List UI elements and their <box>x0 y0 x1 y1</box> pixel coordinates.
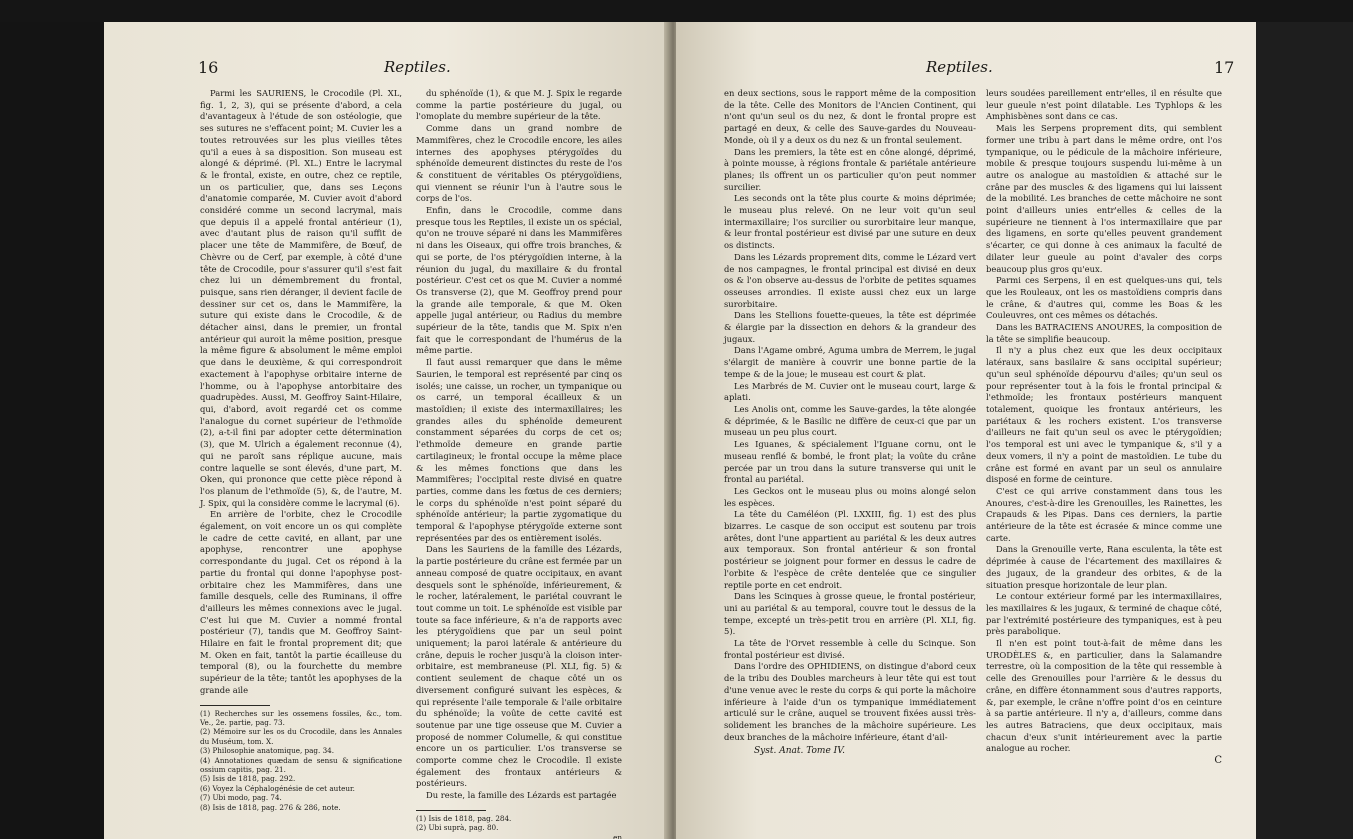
paragraph: Dans les Stellions fouette-queues, la tête est déprimée & élargie par la dissection en dehors & la grandeur des jugaux. <box>724 310 976 344</box>
footnote-rule <box>200 705 270 706</box>
footnote: (1) Recherches sur les ossemens fossiles, &c., tom. Ve., 2e. partie, pag. 73. <box>200 708 402 727</box>
left-running-head: Reptiles. <box>384 58 451 76</box>
paragraph: Dans les premiers, la tête est en cône alongé, déprimé, à pointe mousse, à régions frontale & pariétale antérieure planes; ils offrent un os particulier qu'on peut nommer surcilier. <box>724 146 976 192</box>
right-page <box>676 22 1256 839</box>
paragraph: Dans les BATRACIENS ANOURES, la composition de la tête se simplifie beaucoup. <box>986 322 1222 344</box>
paragraph: Il n'y a plus chez eux que les deux occipitaux latéraux, sans basilaire & sans occipital supérieur; qu'un seul sphénoïde dépourvu d'ailes; qu'un seul os pour représenter tout à la fois le frontal principal & l'ethmoïde; les frontaux postérieurs manquent totalement, quoique les frontaux antérieurs, les pariétaux & les rochers existent. L'os transverse d'ailleurs ne fait qu'un seul os avec le ptérygoïdien; l'os temporal est uni avec le tympanique &, s'il y a deux vomers, il n'y a point de mastoïdien. Le tube du crâne est formé en avant par un seul os annulaire disposé en forme de ceinture. <box>986 345 1222 485</box>
footnote: (4) Annotationes quædam de sensu & significatione ossium capitis, pag. 21. <box>200 755 402 774</box>
paragraph: du sphénoïde (1), & que M. J. Spix le regarde comme la partie postérieure du jugal, ou l'omoplate du membre supérieur de la tête. <box>416 88 622 122</box>
paragraph: Dans l'ordre des OPHIDIENS, on distingue d'abord ceux de la tribu des Doubles marcheurs à leur tête qui est tout d'une venue avec le reste du corps & qui porte la mâchoire inférieure à l'aide d'un os tympanique immédiatement articulé sur le crâne, auquel se trouvent fixées aussi très-solidement les branches de la mâchoire supérieure. Les deux branches de la mâchoire inférieure, étant d'ail- <box>724 661 976 742</box>
paragraph: leurs soudées pareillement entr'elles, il en résulte que leur gueule n'est point dilatable. Les Typhlops & les Amphisbènes sont dans ce cas. <box>986 88 1222 122</box>
right-page-number: 17 <box>1214 58 1235 77</box>
footnote: (2) Mémoire sur les os du Crocodile, dans les Annales du Muséum, tom. X. <box>200 727 402 746</box>
right-running-head: Reptiles. <box>926 58 993 76</box>
catchword: en <box>613 832 622 839</box>
paragraph: Du reste, la famille des Lézards est partagée <box>426 790 617 801</box>
footnote: (8) Isis de 1818, pag. 276 & 286, note. <box>200 802 341 812</box>
paragraph: En arrière de l'orbite, chez le Crocodile également, on voit encore un os qui complète le cadre de cette cavité, en allant, par une apophyse, rencontrer une apophyse correspondante du jugal. Cet os répond à la partie du frontal qui donne l'apophyse post-orbitaire chez les Mammifères, dans une famille desquels, celle des Ruminans, il offre d'ailleurs les mêmes connexions avec le jugal. C'est lui que M. Cuvier a nommé frontal postérieur (7), tandis que M. Geoffroy Saint-Hilaire en fait le frontal proprement dit; que M. Oken en fait, tantôt la partie écailleuse du temporal (8), ou la fourchette du membre supérieur de la tête; tantôt les apophyses de la grande aile <box>200 509 402 695</box>
paragraph: Les Iguanes, & spécialement l'Iguane cornu, ont le museau renflé & bombé, le front plat; la voûte du crâne percée par un trou dans la suture transverse qui unit le frontal au pariétal. <box>724 439 976 485</box>
left-col2-body <box>416 88 622 802</box>
paragraph: Il n'en est point tout-à-fait de même dans les URODÈLES &, en particulier, dans la Salamandre terrestre, où la composition de la tête qui ressemble à celle des Grenouilles pour l'arrière & le dessus du crâne, en diffère étonnamment sous d'autres rapports, &, par exemple, le crâne n'offre point d'os en ceinture à sa partie antérieure. Il n'y a, d'ailleurs, comme dans les autres Batraciens, que deux occipitaux, mais chacun d'eux s'unit intérieurement avec la partie analogue au rocher. <box>986 638 1222 754</box>
catchword: C <box>1214 755 1222 767</box>
footnote: (5) Isis de 1818, pag. 292. <box>200 774 296 784</box>
left-column-1 <box>200 88 402 812</box>
paragraph: Le contour extérieur formé par les intermaxillaires, les maxillaires & les jugaux, & terminé de chaque côté, par l'extrémité postérieure des tympaniques, est à peu près parabolique. <box>986 591 1222 637</box>
paragraph: Mais les Serpens proprement dits, qui semblent former une tribu à part dans le même ordre, ont l'os tympanique, ou le pédicule de la mâchoire inférieure, mobile & presque toujours suspendu lui-même à un autre os analogue au mastoïdien & attaché sur le crâne par des muscles & des ligamens qui lui laissent de la mobilité. Les branches de cette mâchoire ne sont point d'ailleurs unies entr'elles & celles de la supérieure ne tiennent à l'os intermaxillaire que par des ligamens, en sorte qu'elles peuvent grandement s'écarter, ce qui donne à ces animaux la faculté de dilater leur gueule au point d'avaler des corps beaucoup plus gros qu'eux. <box>986 123 1222 274</box>
paragraph: C'est ce qui arrive constamment dans tous les Anoures, c'est-à-dire les Grenouilles, les Rainettes, les Crapauds & les Pipas. Dans ces derniers, la partie antérieure de la tête est écrasée & mince comme une carte. <box>986 485 1222 543</box>
paragraph: Dans l'Agame ombré, Aguma umbra de Merrem, le jugal s'élargit de manière à couvrir une bonne partie de la tempe & de la joue; le museau est court & plat. <box>724 345 976 379</box>
footnote: (2) Ubi suprà, pag. 80. <box>416 823 499 833</box>
paragraph: Dans la Grenouille verte, Rana esculenta, la tête est déprimée à cause de l'écartement des maxillaires & des jugaux, de la grandeur des orbites, & de la situation presque horizontale de leur plan. <box>986 544 1222 590</box>
right-column-2 <box>986 88 1222 767</box>
paragraph: Dans les Sauriens de la famille des Lézards, la partie postérieure du crâne est fermée par un anneau composé de quatre occipitaux, en avant desquels sont le sphénoïde, inférieurement, & le rocher, latéralement, le pariétal couvrant le tout comme un toit. Le sphénoïde est visible par toute sa face inférieure, & n'a de rapports avec les ptérygoïdiens que par un seul point uniquement; la paroi latérale & antérieure du crâne, depuis le rocher jusqu'à la cloison inter-orbitaire, est membraneuse (Pl. XLI, fig. 5) & contient seulement de chaque côté un os diversement configuré suivant les espèces, & qui représente l'aile temporale & l'aile orbitaire du sphénoïde; la voûte de cette cavité est soutenue par une tige osseuse que M. Cuvier a proposé de nommer Columelle, & qui constitue encore un os particulier. L'os transverse se comporte comme chez le Crocodile. Il existe également des frontaux antérieurs & postérieurs. <box>416 544 622 789</box>
paragraph: Les Marbrés de M. Cuvier ont le museau court, large & aplati. <box>724 380 976 403</box>
scan-top-edge <box>0 0 1353 22</box>
scan-right-edge <box>1256 22 1353 839</box>
left-col1-body <box>200 88 402 697</box>
footnote-rule <box>416 810 486 811</box>
paragraph: Les Geckos ont le museau plus ou moins alongé selon les espèces. <box>724 485 976 508</box>
footnote: (7) Ubi modo, pag. 74. <box>200 793 282 803</box>
left-column-2 <box>416 88 622 839</box>
paragraph: Comme dans un grand nombre de Mammifères, chez le Crocodile encore, les ailes internes des apophyses ptérygoïdes du sphénoïde demeurent distinctes du reste de l'os & constituent de véritables Os ptérygoïdiens, qui viennent se réunir l'un à l'autre sous le corps de l'os. <box>416 123 622 204</box>
footnote: (6) Voyez la Céphalogénésie de cet auteur. <box>200 783 355 793</box>
paragraph: en deux sections, sous le rapport même de la composition de la tête. Celle des Monitors de l'Ancien Continent, qui n'ont qu'un seul os du nez, & dont le frontal propre est partagé en deux, & celle des Sauve-gardes du Nouveau-Monde, où il y a deux os du nez & un frontal seulement. <box>724 88 976 145</box>
paragraph: Enfin, dans le Crocodile, comme dans presque tous les Reptiles, il existe un os spécial, qu'on ne trouve séparé ni dans les Mammifères ni dans les Oiseaux, qui offre trois branches, & qui se porte, de l'os ptérygoïdien interne, à la réunion du jugal, du maxillaire & du frontal postérieur. C'est cet os que M. Cuvier a nommé Os transverse (2), que M. Geoffroy prend pour la grande aile temporale, & que M. Oken appelle jugal antérieur, ou Radius du membre supérieur de la tête, tandis que M. Spix n'en fait que le correspondant de l'humérus de la même partie. <box>416 205 622 356</box>
footnote: (1) Isis de 1818, pag. 284. <box>416 813 512 823</box>
signature-mark: Syst. Anat. Tome IV. <box>754 746 845 757</box>
paragraph: Les seconds ont la tête plus courte & moins déprimée; le museau plus relevé. On ne leur voit qu'un seul intermaxillaire; l'os surcilier ou surorbitaire leur manque, & leur frontal postérieur est divisé par une suture en deux os distincts. <box>724 193 976 251</box>
paragraph: Parmi les SAURIENS, le Crocodile (Pl. XL, fig. 1, 2, 3), qui se présente d'abord, a cela d'avantageux à l'étude de son ostéologie, que ses sutures ne s'effacent point; M. Cuvier les a toutes retrouvées sur les plus vieilles têtes qu'il a eues à sa disposition. Son museau est alongé & déprimé. (Pl. XL.) Entre le lacrymal & le frontal, existe, en outre, chez ce reptile, un os particulier, que, dans ses Leçons d'anatomie comparée, M. Cuvier avoit d'abord considéré comme un second lacrymal, mais que depuis il a appelé frontal antérieur (1), avec d'autant plus de raison qu'il suffit de placer une tête de Mammifère, de Bœuf, de Chèvre ou de Cerf, par exemple, à côté d'une tête de Crocodile, pour s'assurer qu'il s'est fait chez lui un démembrement du frontal, puisque, sans rien déranger, il devient facile de dessiner sur cet os, dans le Mammifère, la suture qui existe dans le Crocodile, & de détacher ainsi, dans le premier, un frontal antérieur qui auroit la même position, presque la même figure & absolument le même emploi que dans le deuxième, & qui correspondroit exactement à l'apophyse orbitaire interne de l'homme, ou à l'apophyse antorbitaire des quadrupèdes. Aussi, M. Geoffroy Saint-Hilaire, qui, d'abord, avoit regardé cet os comme l'analogue du cornet supérieur de l'ethmoïde (2), a-t-il fini par adopter cette détermination (3), que M. Ulrich a également reconnue (4), qui ne paroît sans réplique aucune, mais contre laquelle se sont élevés, d'une part, M. Oken, qui prononce que cette pièce répond à l'os planum de l'ethmoïde (5), &, de l'autre, M. J. Spix, qui la considère comme le lacrymal (6). <box>200 88 402 508</box>
left-page-number: 16 <box>198 58 219 77</box>
paragraph: Dans les Lézards proprement dits, comme le Lézard vert de nos campagnes, le frontal principal est divisé en deux os & l'on observe au-dessus de l'orbite de petites squames osseuses arrondies. Il existe aussi chez eux un large surorbitaire. <box>724 251 976 309</box>
paragraph: La tête de l'Orvet ressemble à celle du Scinque. Son frontal postérieur est divisé. <box>724 638 976 660</box>
paragraph: La tête du Caméléon (Pl. LXXIII, fig. 1) est des plus bizarres. Le casque de son occiput est soutenu par trois arêtes, dont l'une appartient au pariétal & les deux autres aux temporaux. Son frontal antérieur & son frontal postérieur se joignent pour former en dessus le cadre de l'orbite & l'espèce de crête dentelée que ce singulier reptile porte en cet endroit. <box>724 509 976 590</box>
paragraph: Les Anolis ont, comme les Sauve-gardes, la tête alongée & déprimée, & le Basilic ne diffère de ceux-ci que par un museau un peu plus court. <box>724 403 976 438</box>
left-page <box>104 22 670 839</box>
paragraph: Dans les Scinques à grosse queue, le frontal postérieur, uni au pariétal & au temporal, couvre tout le dessus de la tempe, excepté un très-petit trou en arrière (Pl. XLI, fig. 5). <box>724 591 976 637</box>
footnote: (3) Philosophie anatomique, pag. 34. <box>200 746 335 756</box>
paragraph: Il faut aussi remarquer que dans le même Saurien, le temporal est représenté par cinq os isolés; une caisse, un rocher, un tympanique ou os carré, un temporal écailleux & un mastoïdien; il existe des intermaxillaires; les grandes ailes du sphénoïde demeurent constamment séparées du corps de cet os; l'ethmoïde demeure en grande partie cartilagineux; le frontal occupe la même place & les mêmes fonctions que dans les Mammifères; l'occipital reste divisé en quatre parties, comme dans les fœtus de ces derniers; le corps du sphénoïde n'est point séparé du sphénoïde antérieur; la partie zygomatique du temporal & l'apophyse ptérygoïde externe sont représentées par des os entièrement isolés. <box>416 357 622 543</box>
paragraph: Parmi ces Serpens, il en est quelques-uns qui, tels que les Rouleaux, ont les os mastoïdiens compris dans le crâne, & d'autres qui, comme les Boas & les Couleuvres, ont ces mêmes os détachés. <box>986 275 1222 321</box>
right-column-1 <box>724 88 976 758</box>
left-col1-footnotes <box>200 709 402 812</box>
